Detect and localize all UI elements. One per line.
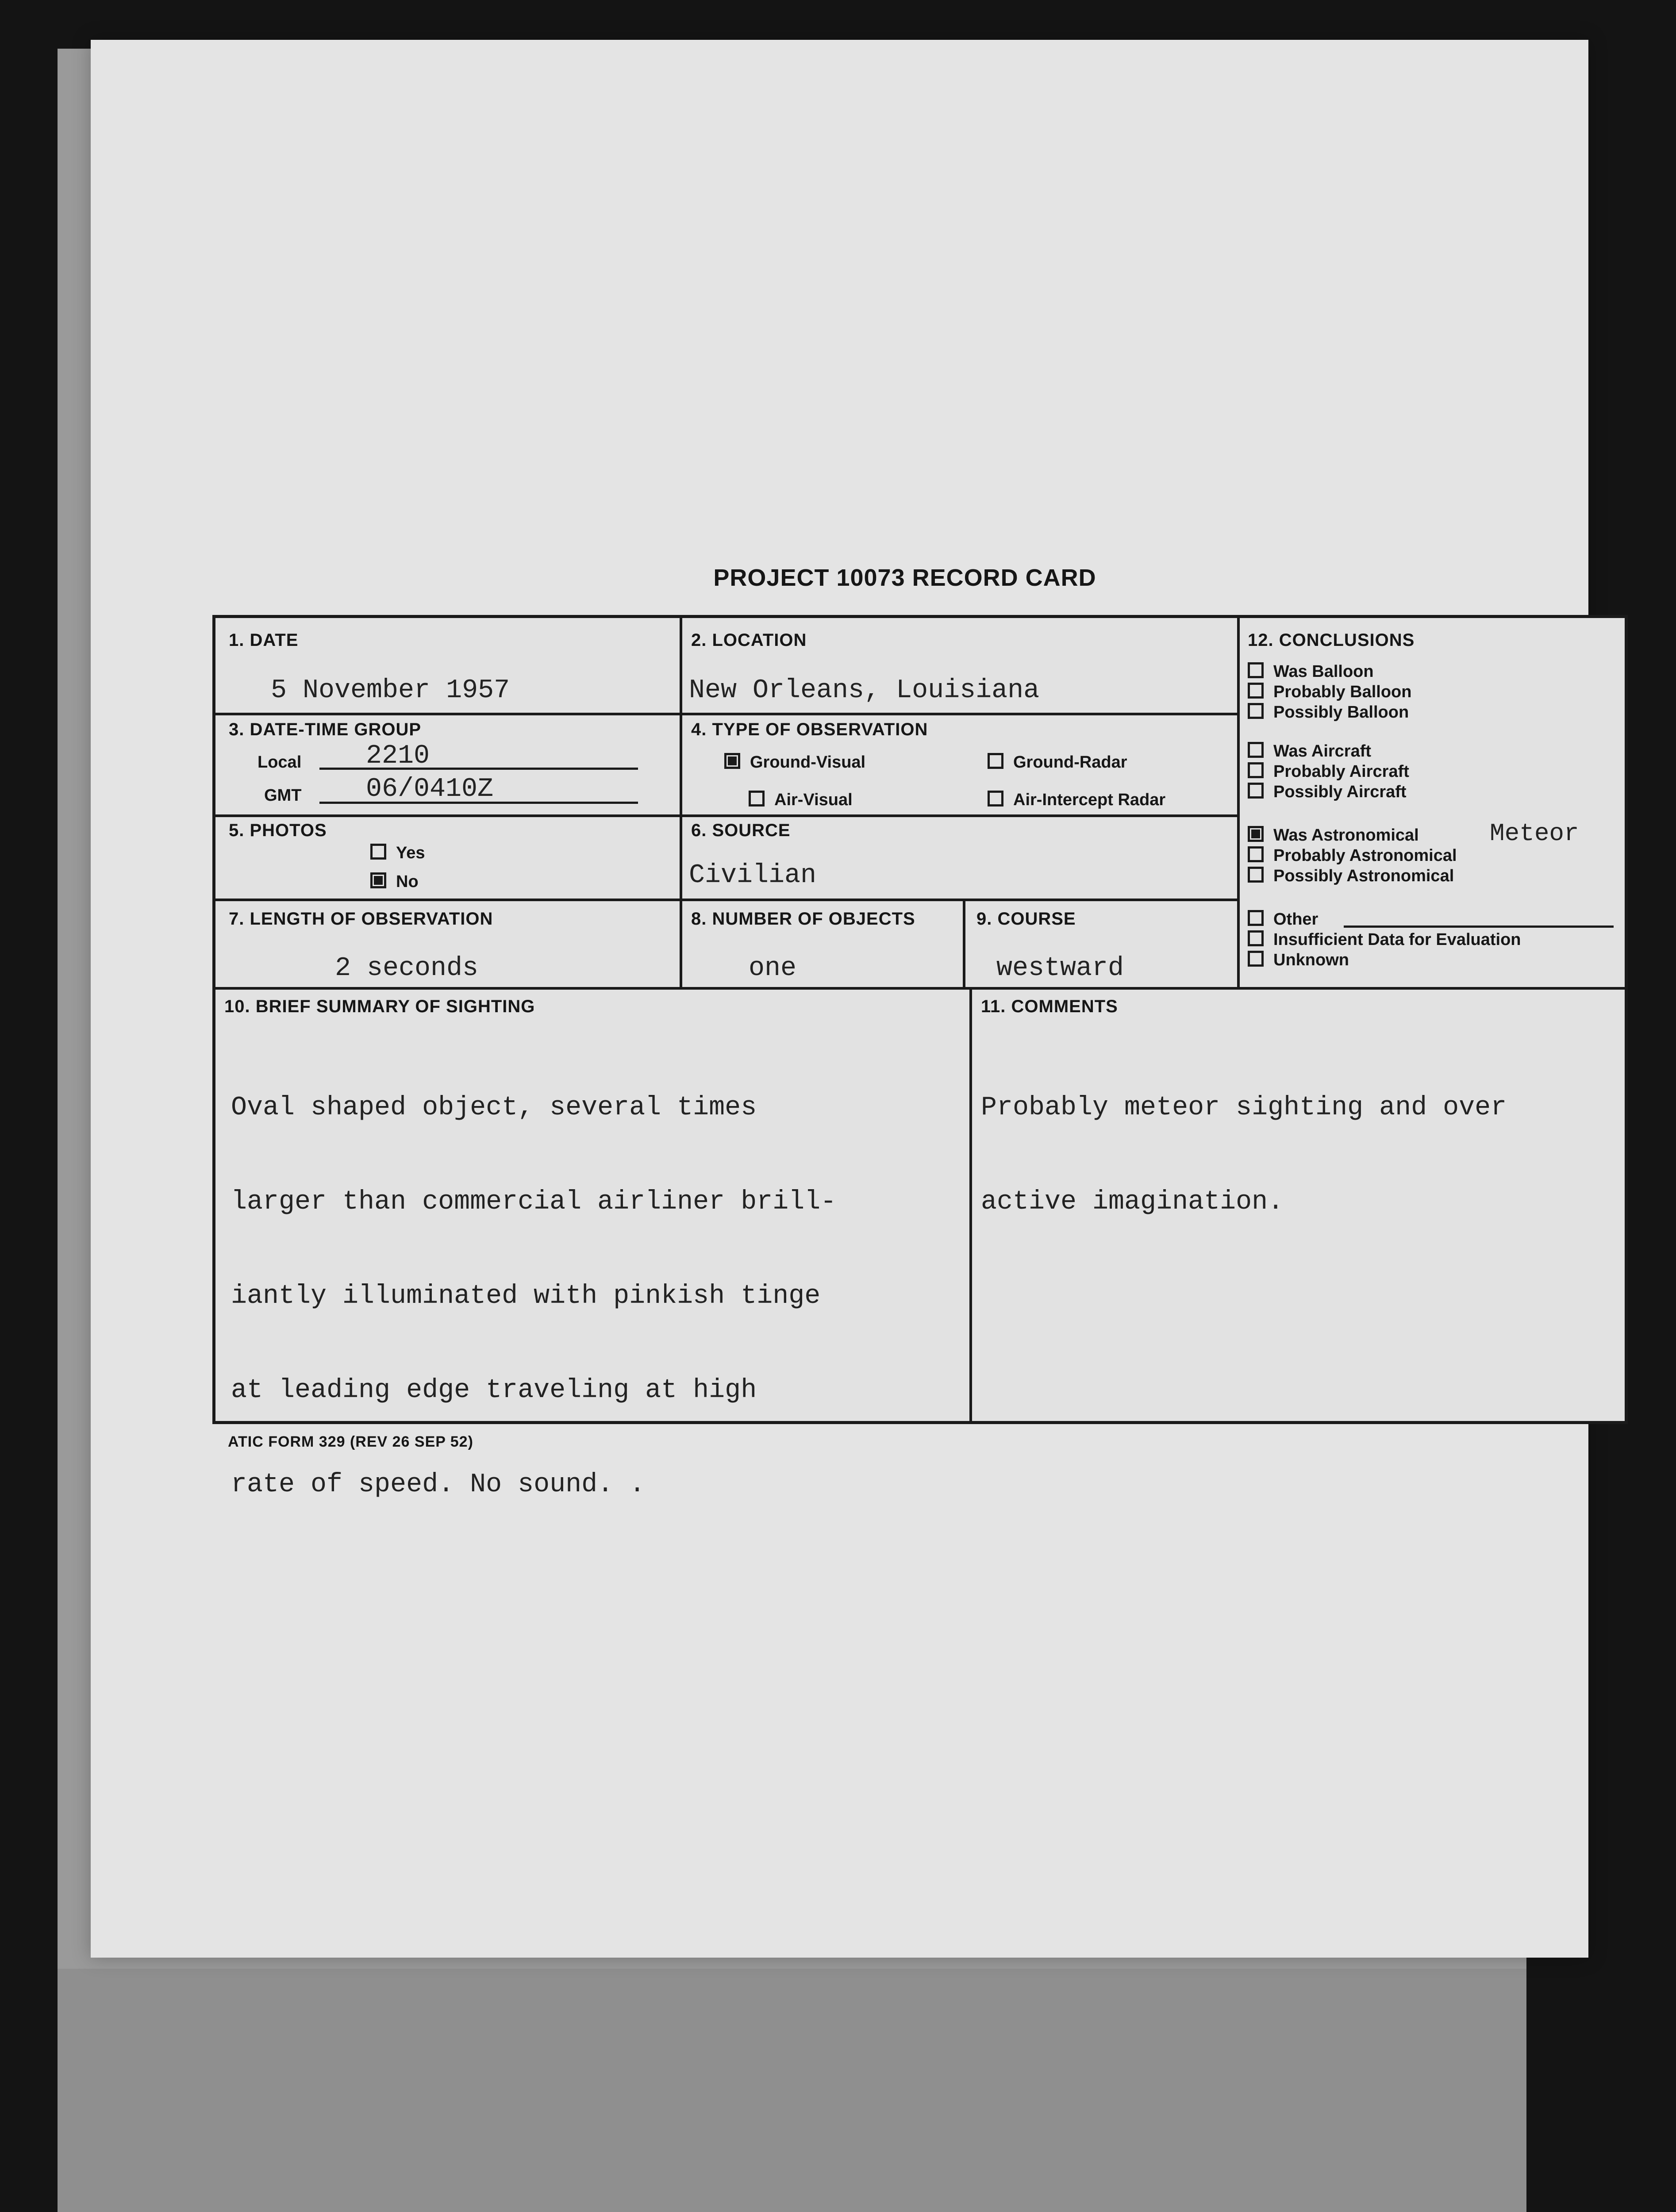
checkbox-icon bbox=[1248, 662, 1264, 678]
checkbox-icon bbox=[1248, 951, 1264, 967]
comments-line: Probably meteor sighting and over bbox=[981, 1093, 1507, 1123]
summary-label: 10. BRIEF SUMMARY OF SIGHTING bbox=[224, 997, 535, 1016]
course-cell bbox=[965, 901, 1240, 990]
photos-yes: Yes bbox=[370, 844, 425, 863]
obs-air-visual: Air-Visual bbox=[749, 791, 853, 810]
other-underline bbox=[1344, 926, 1614, 928]
concl-probably-balloon: Probably Balloon bbox=[1248, 683, 1411, 702]
date-cell bbox=[215, 618, 682, 715]
conclusions-cell bbox=[1240, 618, 1625, 990]
concl-other: Other bbox=[1248, 910, 1318, 929]
course-value: westward bbox=[996, 953, 1124, 983]
comments-text bbox=[981, 1029, 1507, 1281]
concl-was-aircraft: Was Aircraft bbox=[1248, 742, 1371, 761]
obs-ground-radar: Ground-Radar bbox=[988, 753, 1127, 772]
checkbox-icon bbox=[370, 844, 386, 860]
summary-text bbox=[231, 1029, 836, 1563]
gmt-label: GMT bbox=[264, 786, 302, 805]
location-label: 2. LOCATION bbox=[691, 630, 807, 650]
number-of-objects-value: one bbox=[749, 953, 797, 983]
date-value: 5 November 1957 bbox=[271, 676, 510, 706]
concl-unknown: Unknown bbox=[1248, 951, 1349, 970]
type-of-observation-cell bbox=[682, 715, 1240, 817]
concl-probably-astronomical: Probably Astronomical bbox=[1248, 846, 1457, 865]
type-of-observation-label: 4. TYPE OF OBSERVATION bbox=[691, 720, 928, 739]
checkbox-icon bbox=[1248, 867, 1264, 883]
comments-label: 11. COMMENTS bbox=[981, 997, 1118, 1016]
checkbox-icon bbox=[1248, 703, 1264, 719]
checkbox-icon bbox=[1248, 910, 1264, 926]
comments-cell bbox=[972, 990, 1625, 1421]
gmt-underline bbox=[319, 802, 638, 804]
concl-probably-aircraft: Probably Aircraft bbox=[1248, 762, 1409, 781]
mount-board-lower bbox=[58, 1969, 1526, 2212]
concl-was-astronomical: Was Astronomical bbox=[1248, 826, 1419, 845]
concl-possibly-astronomical: Possibly Astronomical bbox=[1248, 867, 1454, 886]
checkbox-icon bbox=[749, 791, 765, 806]
source-cell bbox=[682, 817, 1240, 901]
checkbox-icon bbox=[1248, 930, 1264, 946]
date-time-group-cell bbox=[215, 715, 682, 817]
gmt-value: 06/0410Z bbox=[366, 774, 494, 804]
checkbox-icon bbox=[988, 753, 1003, 769]
length-label: 7. LENGTH OF OBSERVATION bbox=[229, 909, 493, 929]
conclusions-label: 12. CONCLUSIONS bbox=[1248, 630, 1415, 650]
concl-astronomical-note: Meteor bbox=[1490, 819, 1579, 848]
summary-line: iantly illuminated with pinkish tinge bbox=[231, 1281, 821, 1311]
checkbox-icon bbox=[988, 791, 1003, 806]
summary-line: larger than commercial airliner brill- bbox=[231, 1187, 837, 1217]
concl-insufficient-data: Insufficient Data for Evaluation bbox=[1248, 930, 1521, 949]
form-number: ATIC FORM 329 (REV 26 SEP 52) bbox=[228, 1433, 473, 1450]
concl-possibly-balloon: Possibly Balloon bbox=[1248, 703, 1409, 722]
concl-possibly-aircraft: Possibly Aircraft bbox=[1248, 783, 1407, 802]
location-value: New Orleans, Louisiana bbox=[689, 676, 1040, 706]
summary-line: rate of speed. No sound. . bbox=[231, 1470, 646, 1500]
paper-sheet bbox=[91, 40, 1588, 1958]
concl-was-balloon: Was Balloon bbox=[1248, 662, 1374, 681]
date-time-group-label: 3. DATE-TIME GROUP bbox=[229, 720, 422, 739]
local-underline bbox=[319, 768, 638, 770]
checkbox-icon bbox=[1248, 826, 1264, 842]
obs-ground-visual: Ground-Visual bbox=[724, 753, 865, 772]
number-of-objects-label: 8. NUMBER OF OBJECTS bbox=[691, 909, 915, 929]
date-label: 1. DATE bbox=[229, 630, 299, 650]
number-of-objects-cell bbox=[682, 901, 965, 990]
checkbox-icon bbox=[1248, 742, 1264, 758]
length-value: 2 seconds bbox=[335, 953, 479, 983]
local-value: 2210 bbox=[366, 741, 430, 771]
checkbox-icon bbox=[1248, 783, 1264, 799]
obs-air-intercept-radar: Air-Intercept Radar bbox=[988, 791, 1165, 810]
length-cell bbox=[215, 901, 682, 990]
photos-cell bbox=[215, 817, 682, 901]
checkbox-icon bbox=[1248, 683, 1264, 699]
location-cell bbox=[682, 618, 1240, 715]
source-value: Civilian bbox=[689, 860, 817, 891]
summary-line: Oval shaped object, several times bbox=[231, 1093, 757, 1123]
checkbox-icon bbox=[1248, 846, 1264, 862]
photos-no: No bbox=[370, 872, 419, 891]
course-label: 9. COURSE bbox=[976, 909, 1076, 929]
checkbox-icon bbox=[370, 872, 386, 888]
comments-line: active imagination. bbox=[981, 1187, 1284, 1217]
photos-label: 5. PHOTOS bbox=[229, 821, 327, 840]
card-title: PROJECT 10073 RECORD CARD bbox=[713, 565, 1096, 591]
checkbox-icon bbox=[724, 753, 740, 769]
local-label: Local bbox=[258, 753, 302, 772]
checkbox-icon bbox=[1248, 762, 1264, 778]
source-label: 6. SOURCE bbox=[691, 821, 791, 840]
summary-line: at leading edge traveling at high bbox=[231, 1375, 757, 1406]
